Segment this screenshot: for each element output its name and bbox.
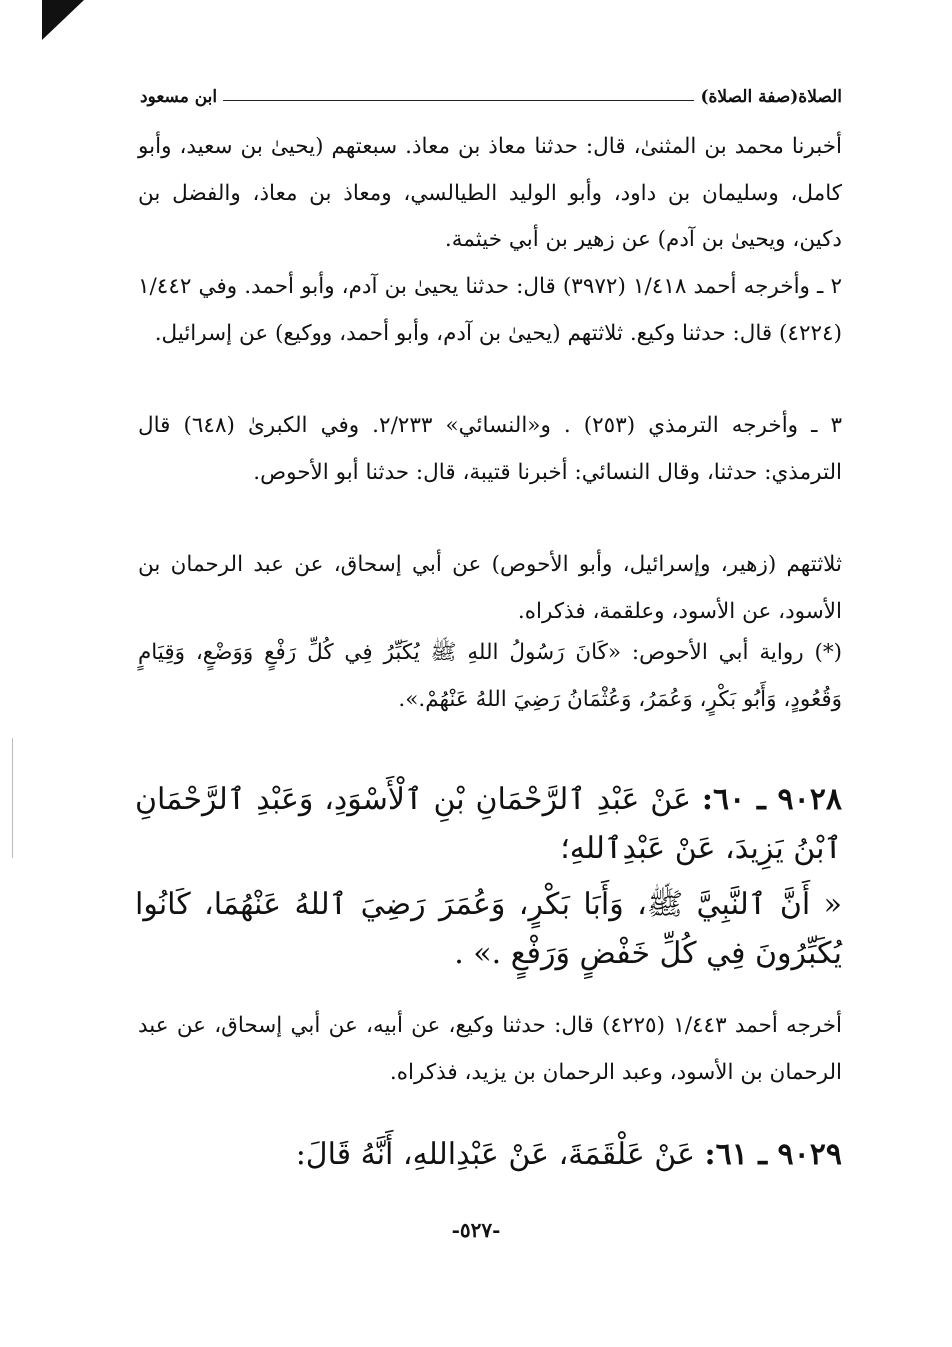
corner-marker [42, 0, 84, 40]
header-rule [223, 100, 694, 101]
footnote-paragraph-2: ٢ ـ وأخرجه أحمد ١/٤١٨ (٣٩٧٢) قال: حدثنا يحيىٰ بن آدم، وأبو أحمد. وفي ١/٤٤٢ (٤٢٢٤) قال: حدثنا وكيع. ثلاثتهم (يحيىٰ بن آدم، وأبو أحمد، ووكيع) عن إسرائيل. [138, 274, 842, 346]
footnote-paragraph-4: ثلاثتهم (زهير، وإسرائيل، وأبو الأحوص) عن أبي إسحاق، عن عبد الرحمان بن الأسود، عن الأسود، وعلقمة، فذكراه. [138, 552, 842, 624]
page-number: -٥٢٧- [451, 1218, 501, 1242]
hadith-9029-isnad [135, 1130, 842, 1179]
hadith-9028-chain: عَنْ عَبْدِ ٱلرَّحْمَانِ بْنِ ٱلْأَسْوَدِ، وَعَبْدِ ٱلرَّحْمَانِ ٱبْنُ يَزِيدَ، عَنْ عَبْدِٱللهِ؛ [135, 782, 842, 866]
running-header [140, 84, 842, 110]
hadith-9028-isnad [135, 775, 842, 873]
hadith-9028-number: ٩٠٢٨ ـ ٦٠: [701, 782, 842, 817]
hadith-9029-number: ٩٠٢٩ ـ ٦١: [704, 1137, 842, 1172]
footnote-paragraph-1: أخبرنا محمد بن المثنىٰ، قال: حدثنا معاذ بن معاذ. سبعتهم (يحيىٰ بن سعيد، وأبو كامل، وسليمان بن داود، وأبو الوليد الطيالسي، ومعاذ بن معاذ، والفضل بن دكين، ويحيىٰ بن آدم) عن زهير بن أبي خيثمة. [138, 134, 842, 252]
hadith-9028-takhrij: أخرجه أحمد ١/٤٤٣ (٤٢٢٥) قال: حدثنا وكيع، عن أبيه، عن أبي إسحاق، عن عبد الرحمان بن الأسود، وعبد الرحمان بن يزيد، فذكراه. [138, 1013, 842, 1085]
hadith-9028-matn: « أَنَّ ٱلنَّبِيَّ ﷺ، وَأَبَا بَكْرٍ، وَعُمَرَ رَضِيَ ٱللهُ عَنْهُمَا، كَانُوا يُكَبِّرُونَ فِي كُلِّ خَفْضٍ وَرَفْعٍ .» . [135, 887, 842, 971]
footnote-paragraph-3: ٣ ـ وأخرجه الترمذي (٢٥٣) . و«النسائي» ٢/٢٣٣. وفي الكبرىٰ (٦٤٨) قال الترمذي: حدثنا، وقال النسائي: أخبرنا قتيبة، قال: حدثنا أبو الأحوص. [138, 413, 843, 485]
header-section-title: الصلاة(صفة الصلاة) [700, 87, 842, 107]
hadith-9029-chain: عَنْ عَلْقَمَةَ، عَنْ عَبْدِاللهِ، أَنَّهُ قَالَ: [295, 1137, 695, 1172]
header-narrator: ابن مسعود [140, 87, 218, 107]
footnote-paragraph-5: (*) رواية أبي الأحوص: «كَانَ رَسُولُ اللهِ ﷺ يُكَبِّرُ فِي كُلِّ رَفْعٍ وَوَضْعٍ، وَقِيَامٍ وَقُعُودٍ، وَأَبُو بَكْرٍ، وَعُمَرُ، وَعُثْمَانُ رَضِيَ اللهُ عَنْهُمْ.». [138, 640, 842, 712]
margin-line [12, 738, 13, 858]
